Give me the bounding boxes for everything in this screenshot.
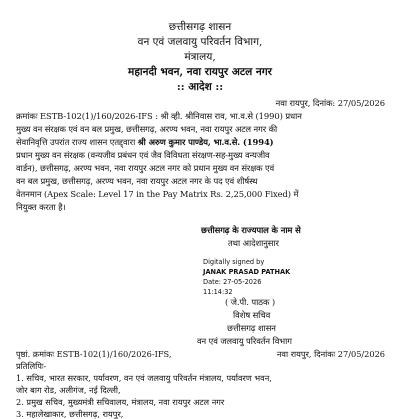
governor-line-1: छत्तीसगढ़ के राज्यपाल के नाम से: [201, 225, 301, 235]
copy-item-1: 1. सचिव, भारत सरकार, पर्यावरण, वन एवं जलवायु परिवर्तन मंत्रालय, पर्यावरण भवन,: [16, 373, 272, 383]
governor-line-2: तथा आदेशानुसार: [228, 238, 279, 248]
order-line-8: नियुक्त करता है।: [16, 202, 66, 212]
header-order-title: :: आदेश ::: [176, 81, 224, 93]
order-line-3-text: सेवानिवृत्ति उपरांत राज्य शासन एतद्द्वारा: [16, 137, 138, 147]
order-line-7: वेतनमान (Apex Scale: Level 17 in the Pay Matrix Rs. 2,25,000 Fixed) में: [16, 189, 299, 199]
officer-name: श्री अरुण कुमार पाण्डेय, भा.व.से. (1994): [137, 137, 274, 147]
header-department: वन एवं जलवायु परिवर्तन विभाग,: [137, 36, 263, 48]
order-line-2: मुख्य वन संरक्षक एवं वन बल प्रमुख, छत्तीसगढ़, अरण्य भवन, नवा रायपुर अटल नगर की: [16, 124, 278, 134]
order-line-1: क्रमांकः ESTB-102(1)/160/2026-IFS : श्री व्ही. श्रीनिवास राव, भा.व.से (1990) प्रधान: [16, 111, 302, 121]
order-line-4: प्रधान मुख्य वन संरक्षक (वन्यजीव प्रबंधन एवं जैव विविधता संरक्षण-सह-मुख्य वन्यजीव: [16, 150, 270, 160]
copy-item-3: 3. महालेखाकार, छत्तीसगढ़, रायपुर,: [16, 409, 124, 419]
signatory-government: छत्तीसगढ़ शासन: [227, 323, 276, 333]
endorsement-date: नवा रायपुर, दिनांकः 27/05/2026: [276, 349, 385, 359]
order-line-6: वन बल प्रमुख, छत्तीसगढ़, अरण्य भवन, नवा रायपुर अटल नगर के पद एवं शीर्षस्थ: [16, 176, 258, 186]
order-line-3: [16, 138, 274, 146]
signatory-designation: विशेष सचिव: [233, 310, 271, 320]
endorsement-copy-label: प्रतिलिपिः-: [16, 361, 47, 371]
endorsement-reference: पृष्ठां. क्रमांकः ESTB-102(1)/160/2026-IFS,: [16, 349, 172, 359]
copy-item-2: 2. प्रमुख सचिव, मुख्यमंत्री सचिवालय, मंत्रालय, नवा रायपुर अटल नगर: [16, 397, 225, 407]
copy-item-1-cont: जोर बाग रोड, अलीगंज, नई दिल्ली,: [16, 385, 121, 395]
signatory-name: ( जे.पी. पाठक ): [225, 297, 276, 307]
signature-date: Date: 27-05-2026: [203, 278, 262, 286]
signature-line-1: Digitally signed by: [203, 258, 265, 266]
order-line-5: वार्डन), छत्तीसगढ़, अरण्य भवन, नवा रायपुर अटल नगर को प्रधान मुख्य वन संरक्षक एवं: [16, 163, 275, 173]
signature-name: JANAK PRASAD PATHAK: [203, 268, 291, 276]
header-government: छत्तीसगढ़ शासन: [168, 21, 232, 33]
header-address: महानदी भवन, नवा रायपुर अटल नगर: [128, 66, 272, 78]
order-dateline: नवा रायपुर, दिनांक: 27/05/2026: [275, 98, 385, 108]
header-ministry: मंत्रालय,: [184, 51, 216, 63]
signatory-department: वन एवं जलवायु परिवर्तन विभाग: [197, 336, 292, 346]
signature-time: 11:14:32: [203, 288, 233, 296]
